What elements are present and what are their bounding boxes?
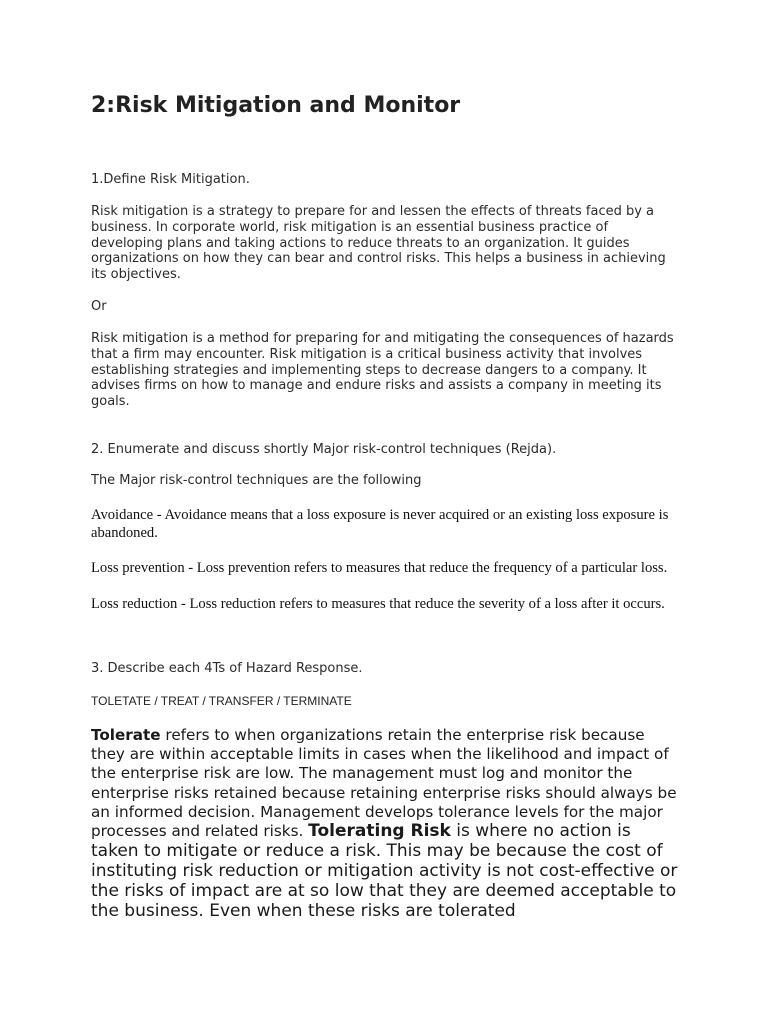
loss-reduction-item: Loss reduction - Loss reduction refers to measures that reduce the severity of a loss after it occurs. [91,596,665,612]
tolerate-paragraph [91,725,681,921]
tolerating-risk-term: Tolerating Risk [308,821,451,842]
question-3-heading: 3. Describe each 4Ts of Hazard Response. [91,661,363,676]
question-2-heading: 2. Enumerate and discuss shortly Major risk-control techniques (Rejda). [91,442,557,457]
tolerating-risk-description: is where no action is taken to mitigate or reduce a risk. This may be because the cost of instituting risk reduction or mitigation activity is not cost-effective or the risks of impact are at so low that they are deemed acceptable to the business. Even when these risks are tolerated [91,821,678,922]
loss-prevention-item: Loss prevention - Loss prevention refers to measures that reduce the frequency of a particular loss. [91,560,668,576]
four-ts-line: TOLETATE / TREAT / TRANSFER / TERMINATE [91,694,352,708]
tolerate-description: refers to when organizations retain the enterprise risk because they are within acceptable limits in cases when the likelihood and impact of the enterprise risk are low. The management must log and monitor the enterprise risks retained because retaining enterprise risks should always be an informed decision. Management develops tolerance levels for the major processes and related risks. [91,726,677,841]
tolerate-term: Tolerate [91,726,161,744]
page-title: 2:Risk Mitigation and Monitor [91,93,461,118]
question-1-heading: 1.Define Risk Mitigation. [91,172,250,187]
techniques-intro: The Major risk-control techniques are the following [91,473,422,488]
avoidance-item: Avoidance - Avoidance means that a loss exposure is never acquired or an existing loss exposure is abandoned. [91,507,669,541]
definition-paragraph-1: Risk mitigation is a strategy to prepare for and lessen the effects of threats faced by a business. In corporate world, risk mitigation is an essential business practice of developing plans and taking actions to reduce threats to an organization. It guides organizations on how they can bear and control risks. This helps a business in achieving its objectives. [91,204,666,283]
definition-paragraph-2: Risk mitigation is a method for preparing for and mitigating the consequences of hazards that a firm may encounter. Risk mitigation is a critical business activity that involves establishing strategies and implementing steps to decrease dangers to a company. It advises firms on how to manage and endure risks and assists a company in meeting its goals. [91,331,674,410]
or-separator: Or [91,299,107,314]
